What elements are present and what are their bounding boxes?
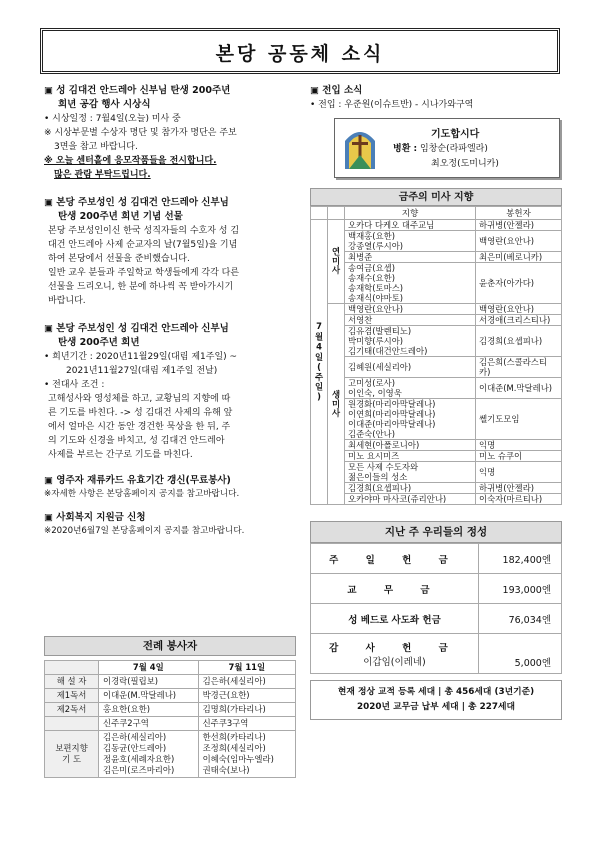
table-row bbox=[311, 304, 562, 315]
mass-group-label: 연미사 bbox=[328, 220, 345, 304]
table-row bbox=[311, 451, 562, 462]
indulgence-label: • 전대사 조건 : bbox=[44, 380, 105, 390]
prayer-label: 병환 : bbox=[393, 144, 418, 154]
offerer-cell: 백영란(요안나) bbox=[476, 304, 562, 315]
section-subheading: 희년 공감 행사 시상식 bbox=[58, 99, 151, 110]
section-welfare bbox=[44, 511, 304, 538]
role-cell: 제2독서 bbox=[45, 703, 99, 717]
intention-cell: 모든 사제 수도자와 젊은이들의 성소 bbox=[345, 462, 476, 483]
section-heading: ▣ 전입 소식 bbox=[310, 85, 363, 96]
section-heading: ▣ 사회복지 지원금 신청 bbox=[44, 512, 146, 523]
offering-title: 지난 주 우리들의 정성 bbox=[310, 521, 562, 543]
table-row bbox=[311, 378, 562, 399]
volunteers-title: 전례 봉사자 bbox=[44, 636, 296, 656]
table-row bbox=[311, 231, 562, 252]
offering-amount: 193,000엔 bbox=[479, 574, 562, 604]
paragraph-line: 선물을 드리오니, 한 분에 하나씩 꼭 받아가시기 bbox=[48, 282, 234, 292]
paragraph-line: 에서 얼마은 시간 동안 경건한 묵상을 한 뒤, 주 bbox=[48, 422, 231, 432]
church-window-icon bbox=[343, 127, 377, 169]
volunteer-cell: 이대운(M.막달레나) bbox=[99, 689, 199, 703]
move-in-line: • 전입 : 우준원(이슈트반) - 시나가와구역 bbox=[310, 100, 474, 110]
offerer-cell: 이대준(M.막달레나) bbox=[476, 378, 562, 399]
exhibit-note: ※ 오늘 센터홀에 응모작품들을 전시합니다. bbox=[44, 156, 217, 166]
offerer-cell: 이숙자(마르티나) bbox=[476, 494, 562, 505]
section-subheading: 탄생 200주년 희년 bbox=[58, 337, 140, 348]
offering-donor: 이갑임(이레네) bbox=[363, 656, 426, 668]
paragraph-line: 바랍니다. bbox=[48, 296, 86, 306]
intention-cell: 송여금(요셉) 송재수(요한) 송재학(토마스) 송재식(야마토) bbox=[345, 263, 476, 304]
table-row bbox=[311, 494, 562, 505]
offering-row bbox=[311, 634, 562, 674]
stats-line: 현재 정상 교적 등록 세대 | 총 456세대 (3년기준) bbox=[337, 687, 535, 697]
mass-rows bbox=[311, 220, 562, 505]
volunteer-cell: 이경락(필립보) bbox=[99, 675, 199, 689]
table-row bbox=[311, 399, 562, 440]
offerer-cell: 김경희(요셉피나) bbox=[476, 326, 562, 357]
intention-cell: 김유겸(발렌티노) 박미향(루시아) 김기태(대건안드레아) bbox=[345, 326, 476, 357]
prayer-title: 기도합시다 bbox=[431, 129, 480, 140]
offerer-cell: 윤춘자(아가다) bbox=[476, 263, 562, 304]
section-heading: ▣ 본당 주보성인 성 김대건 안드레아 신부님 bbox=[44, 197, 229, 208]
volunteer-cell: 신주쿠2구역 bbox=[99, 717, 199, 731]
volunteer-cell: 한선희(카타리나) 조정희(세실리아) 이혜숙(임마누엘라) 권태숙(보나) bbox=[198, 731, 295, 778]
col-header-offerer: 봉헌자 bbox=[476, 207, 562, 220]
offerer-cell: 미노 슈쿠이 bbox=[476, 451, 562, 462]
jubilee-period-cont: 2021년11월27일(대림 제1주일 전날) bbox=[66, 366, 218, 376]
intention-cell: 미노 요시미즈 bbox=[345, 451, 476, 462]
jubilee-period: • 희년기간 : 2020년11월29일(대림 제1주일) ~ bbox=[44, 352, 238, 362]
offering-row bbox=[311, 574, 562, 604]
offerer-cell: 익명 bbox=[476, 440, 562, 451]
role-cell: 보편지향 기 도 bbox=[45, 731, 99, 778]
paragraph-line: 일반 교우 분들과 주일학교 학생들에게 각각 다른 bbox=[48, 268, 240, 278]
table-row bbox=[311, 220, 562, 231]
role-cell bbox=[45, 717, 99, 731]
offerer-cell: 최은미(베로니카) bbox=[476, 252, 562, 263]
offerer-cell: 김은희(스콜라스티카) bbox=[476, 357, 562, 378]
section-200th-award bbox=[44, 84, 304, 182]
offerer-cell: 익명 bbox=[476, 462, 562, 483]
intention-cell: 최병준 bbox=[345, 252, 476, 263]
offerer-cell: 하귀병(안젤라) bbox=[476, 220, 562, 231]
table-row bbox=[45, 703, 296, 717]
table-row bbox=[311, 252, 562, 263]
paragraph-line: 의 기도와 신경을 바치고, 성 김대건 안드레아 bbox=[48, 436, 225, 446]
role-cell: 제1독서 bbox=[45, 689, 99, 703]
table-row bbox=[45, 689, 296, 703]
offering-label: 주 일 헌 금 bbox=[329, 554, 460, 566]
stats-line: 2020년 교무금 납부 세대 | 총 227세대 bbox=[357, 702, 515, 712]
section-jubilee bbox=[44, 322, 304, 462]
mass-intention-table bbox=[310, 206, 562, 505]
table-row bbox=[45, 717, 296, 731]
intention-cell: 백재홍(요한) 강종열(루시아) bbox=[345, 231, 476, 252]
offering-amount: 182,400엔 bbox=[479, 544, 562, 574]
offering-label: 성 베드로 사도좌 헌금 bbox=[311, 604, 479, 634]
title-frame bbox=[40, 28, 560, 74]
table-row bbox=[311, 315, 562, 326]
parish-stats-box bbox=[310, 680, 562, 720]
section-heading: ▣ 성 김대건 안드레아 신부님 탄생 200주년 bbox=[44, 85, 231, 96]
section-subheading: 탄생 200주년 희년 기념 선물 bbox=[58, 211, 183, 222]
intention-cell: 원경화(마리아막달레나) 이연희(마리아막달레나) 이대준(마리아막달레나) 김준숙(안나) bbox=[345, 399, 476, 440]
table-row bbox=[311, 483, 562, 494]
paragraph-line: 사제를 부르는 간구로 기도를 마친다. bbox=[48, 450, 193, 460]
exhibit-note-cont: 많은 관람 부탁드립니다. bbox=[54, 170, 151, 180]
award-date: • 시상일정 : 7월4일(오늘) 미사 중 bbox=[44, 114, 181, 124]
offerer-cell: 쎌기도모임 bbox=[476, 399, 562, 440]
intention-cell: 최세현(아폴로니아) bbox=[345, 440, 476, 451]
offering-table bbox=[310, 543, 562, 674]
intention-cell: 김경희(요셉피나) bbox=[345, 483, 476, 494]
section-note: ※2020년6월7일 본당홈페이지 공지를 참고바랍니다. bbox=[44, 526, 245, 536]
award-note: ※ 시상부문별 수상자 명단 및 참가자 명단은 주보 bbox=[44, 128, 237, 138]
offering-row bbox=[311, 544, 562, 574]
offerer-cell: 서경애(크리스티나) bbox=[476, 315, 562, 326]
paragraph-line: 본당 주보성인이신 한국 성직자들의 수호자 성 김 bbox=[48, 226, 240, 236]
section-heading: ▣ 영주자 재류카드 유효기간 갱신(무료봉사) bbox=[44, 475, 231, 486]
intention-cell: 백영란(요안나) bbox=[345, 304, 476, 315]
col-header-date: 7월 4일 bbox=[99, 661, 199, 675]
paragraph-line: 고해성사와 영성체를 하고, 교황님의 지향에 따 bbox=[48, 394, 231, 404]
table-row bbox=[311, 263, 562, 304]
volunteer-cell: 김은하(세실리아) bbox=[198, 675, 295, 689]
table-row bbox=[311, 440, 562, 451]
section-residence-card bbox=[44, 474, 304, 501]
section-note: ※자세한 사항은 본당홈페이지 공지를 참고바랍니다. bbox=[44, 489, 240, 499]
paragraph-line: 른 기도를 바친다. -> 성 김대건 사제의 유해 앞 bbox=[48, 408, 233, 418]
volunteers-table bbox=[44, 660, 296, 778]
volunteer-rows bbox=[45, 675, 296, 778]
table-row bbox=[311, 462, 562, 483]
offerer-cell: 하귀병(안젤라) bbox=[476, 483, 562, 494]
mass-day-label: 7월4일(주일) bbox=[311, 220, 328, 505]
volunteer-cell: 홍요한(요한) bbox=[99, 703, 199, 717]
mass-group-label: 생미사 bbox=[328, 304, 345, 505]
intention-cell: 김혜원(세실리아) bbox=[345, 357, 476, 378]
offering-label: 감 사 헌 금 bbox=[329, 642, 460, 654]
intention-cell: 서영찬 bbox=[345, 315, 476, 326]
prayer-name: 최오정(도미니카) bbox=[431, 159, 499, 169]
award-note-cont: 3면을 참고 바랍니다. bbox=[54, 142, 138, 152]
table-row bbox=[45, 675, 296, 689]
table-row bbox=[311, 326, 562, 357]
offering-amount: 5,000엔 bbox=[479, 634, 562, 674]
section-heading: ▣ 본당 주보성인 성 김대건 안드레아 신부님 bbox=[44, 323, 229, 334]
table-row bbox=[45, 731, 296, 778]
offerer-cell: 백영란(요안나) bbox=[476, 231, 562, 252]
volunteer-cell: 신주쿠3구역 bbox=[198, 717, 295, 731]
offering-label: 교 무 금 bbox=[347, 584, 442, 596]
intention-cell: 오카야마 마사코(쥬리안나) bbox=[345, 494, 476, 505]
paragraph-line: 하여 본당에서 선물을 준비했습니다. bbox=[48, 254, 190, 264]
intention-cell: 오카다 다케오 대주교님 bbox=[345, 220, 476, 231]
offering-amount: 76,034엔 bbox=[479, 604, 562, 634]
volunteer-cell: 김명희(가타리나) bbox=[198, 703, 295, 717]
left-column bbox=[44, 84, 304, 538]
page-title: 본당 공동체 소식 bbox=[215, 43, 385, 65]
volunteer-cell: 박경근(요한) bbox=[198, 689, 295, 703]
section-gift bbox=[44, 196, 304, 308]
prayer-name: 임창순(라파엘라) bbox=[420, 144, 488, 154]
table-row bbox=[311, 357, 562, 378]
volunteer-cell: 김은하(세실리아) 김동균(안드레아) 정윤호(세례자요한) 김은미(로즈마리아) bbox=[99, 731, 199, 778]
right-column bbox=[310, 84, 562, 720]
role-cell: 해 설 자 bbox=[45, 675, 99, 689]
col-header-date: 7월 11일 bbox=[198, 661, 295, 675]
mass-intention-title: 금주의 미사 지향 bbox=[310, 188, 562, 206]
prayer-box bbox=[334, 118, 560, 178]
offering-row bbox=[311, 604, 562, 634]
intention-cell: 고미성(로사) 이인숙, 이영욱 bbox=[345, 378, 476, 399]
col-header-intention: 지향 bbox=[345, 207, 476, 220]
paragraph-line: 대건 안드레아 사제 순교자의 날(7월5일)을 기념 bbox=[48, 240, 238, 250]
